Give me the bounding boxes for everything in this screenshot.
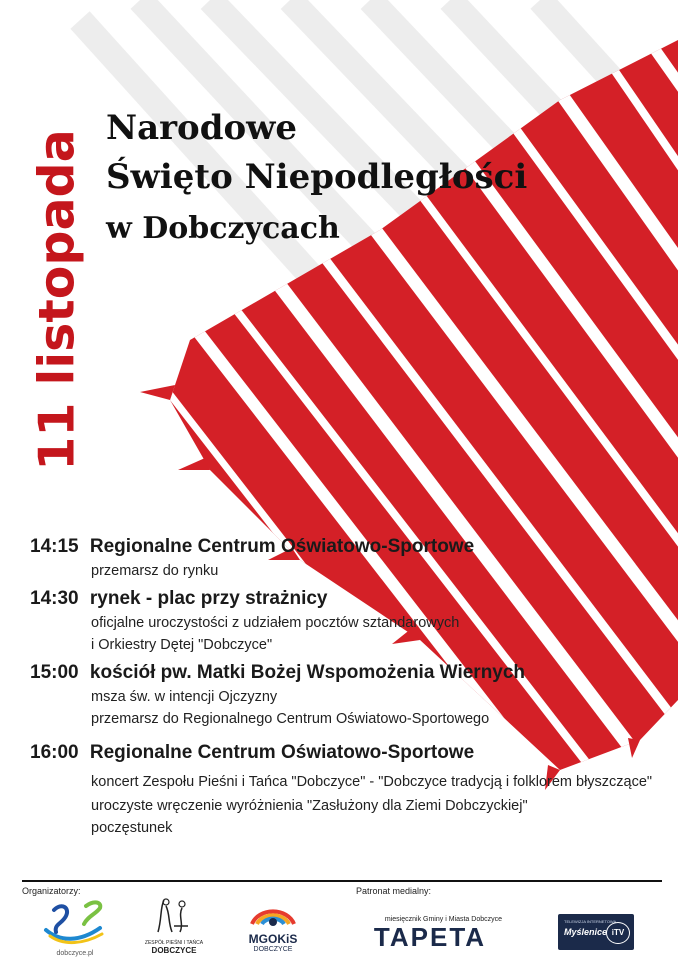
- tapeta-logo: [354, 916, 506, 954]
- schedule-place: Regionalne Centrum Oświatowo-Sportowe: [89, 742, 475, 763]
- title-line-3: w Dobczycach: [106, 211, 340, 246]
- schedule-detail: przemarsz do Regionalnego Centrum Oświatowo-Sportowego: [91, 711, 490, 727]
- schedule-item: [30, 586, 670, 656]
- tapeta-name: TAPETA: [373, 922, 487, 952]
- myslenice-tv: iTV: [611, 928, 625, 937]
- footer-divider: [22, 880, 662, 882]
- zespol-dancers-icon: [138, 896, 210, 936]
- myslenice-name: Myślenice: [564, 927, 608, 937]
- title-line-1: Narodowe: [106, 108, 298, 148]
- schedule-time: 14:30: [30, 588, 79, 609]
- schedule-item: [30, 660, 670, 730]
- mgokis-logo: [238, 902, 308, 956]
- myslenice-tv-badge: [606, 922, 630, 944]
- dobczyce-url: dobczyce.pl: [56, 950, 94, 957]
- zespol-logo: [138, 896, 210, 958]
- schedule-place: kościół pw. Matki Bożej Wspomożenia Wiernych: [89, 662, 526, 683]
- schedule-time: 15:00: [30, 662, 79, 683]
- schedule-detail: oficjalne uroczystości z udziałem pocztów sztandarowych: [91, 615, 460, 631]
- organizers-label: Organizatorzy:: [22, 886, 81, 896]
- mgokis-city: DOBCZYCE: [253, 946, 293, 953]
- patron-label: Patronat medialny:: [356, 886, 432, 896]
- title-line-2: Święto Niepodległości: [106, 157, 528, 197]
- vertical-date: [28, 100, 86, 500]
- dobczyce-logo: [40, 898, 110, 956]
- tapeta-tagline: miesięcznik Gminy i Miasta Dobczyce: [384, 916, 502, 923]
- event-schedule: [30, 534, 670, 838]
- schedule-item-heading: [30, 660, 670, 686]
- schedule-detail: i Orkiestry Dętej "Dobczyce": [91, 637, 273, 653]
- zespol-line-1: ZESPÓŁ PIEŚNI I TAŃCA: [144, 940, 204, 946]
- schedule-place: Regionalne Centrum Oświatowo-Sportowe: [89, 536, 475, 557]
- schedule-item: [30, 534, 670, 582]
- schedule-item-heading: [30, 534, 670, 560]
- schedule-item: [30, 740, 670, 838]
- schedule-time: 14:15: [30, 536, 79, 557]
- schedule-detail: koncert Zespołu Pieśni i Tańca "Dobczyce" - "Dobczyce tradycją i folklorem błyszczące": [91, 774, 653, 790]
- mgokis-arcs-icon: [238, 902, 308, 928]
- schedule-item-heading: [30, 586, 670, 612]
- myslenice-itv-logo: [558, 914, 634, 950]
- schedule-detail: uroczyste wręczenie wyróżnienia "Zasłużony dla Ziemi Dobczyckiej": [91, 798, 528, 814]
- zespol-line-2: DOBCZYCE: [151, 946, 197, 955]
- schedule-time: 16:00: [30, 742, 79, 763]
- schedule-detail: przemarsz do rynku: [91, 563, 219, 579]
- mgokis-name: MGOKiS: [248, 932, 298, 946]
- schedule-detail: poczęstunek: [91, 820, 173, 836]
- vertical-date-text: 11 listopada: [28, 129, 86, 471]
- poster-title: [106, 104, 527, 256]
- dobczyce-swan-icon: [40, 898, 110, 946]
- schedule-item-heading: [30, 740, 670, 766]
- schedule-detail: msza św. w intencji Ojczyzny: [91, 689, 278, 705]
- myslenice-top: TELEWIZJA INTERNETOWA: [564, 919, 617, 924]
- schedule-place: rynek - plac przy strażnicy: [89, 588, 328, 609]
